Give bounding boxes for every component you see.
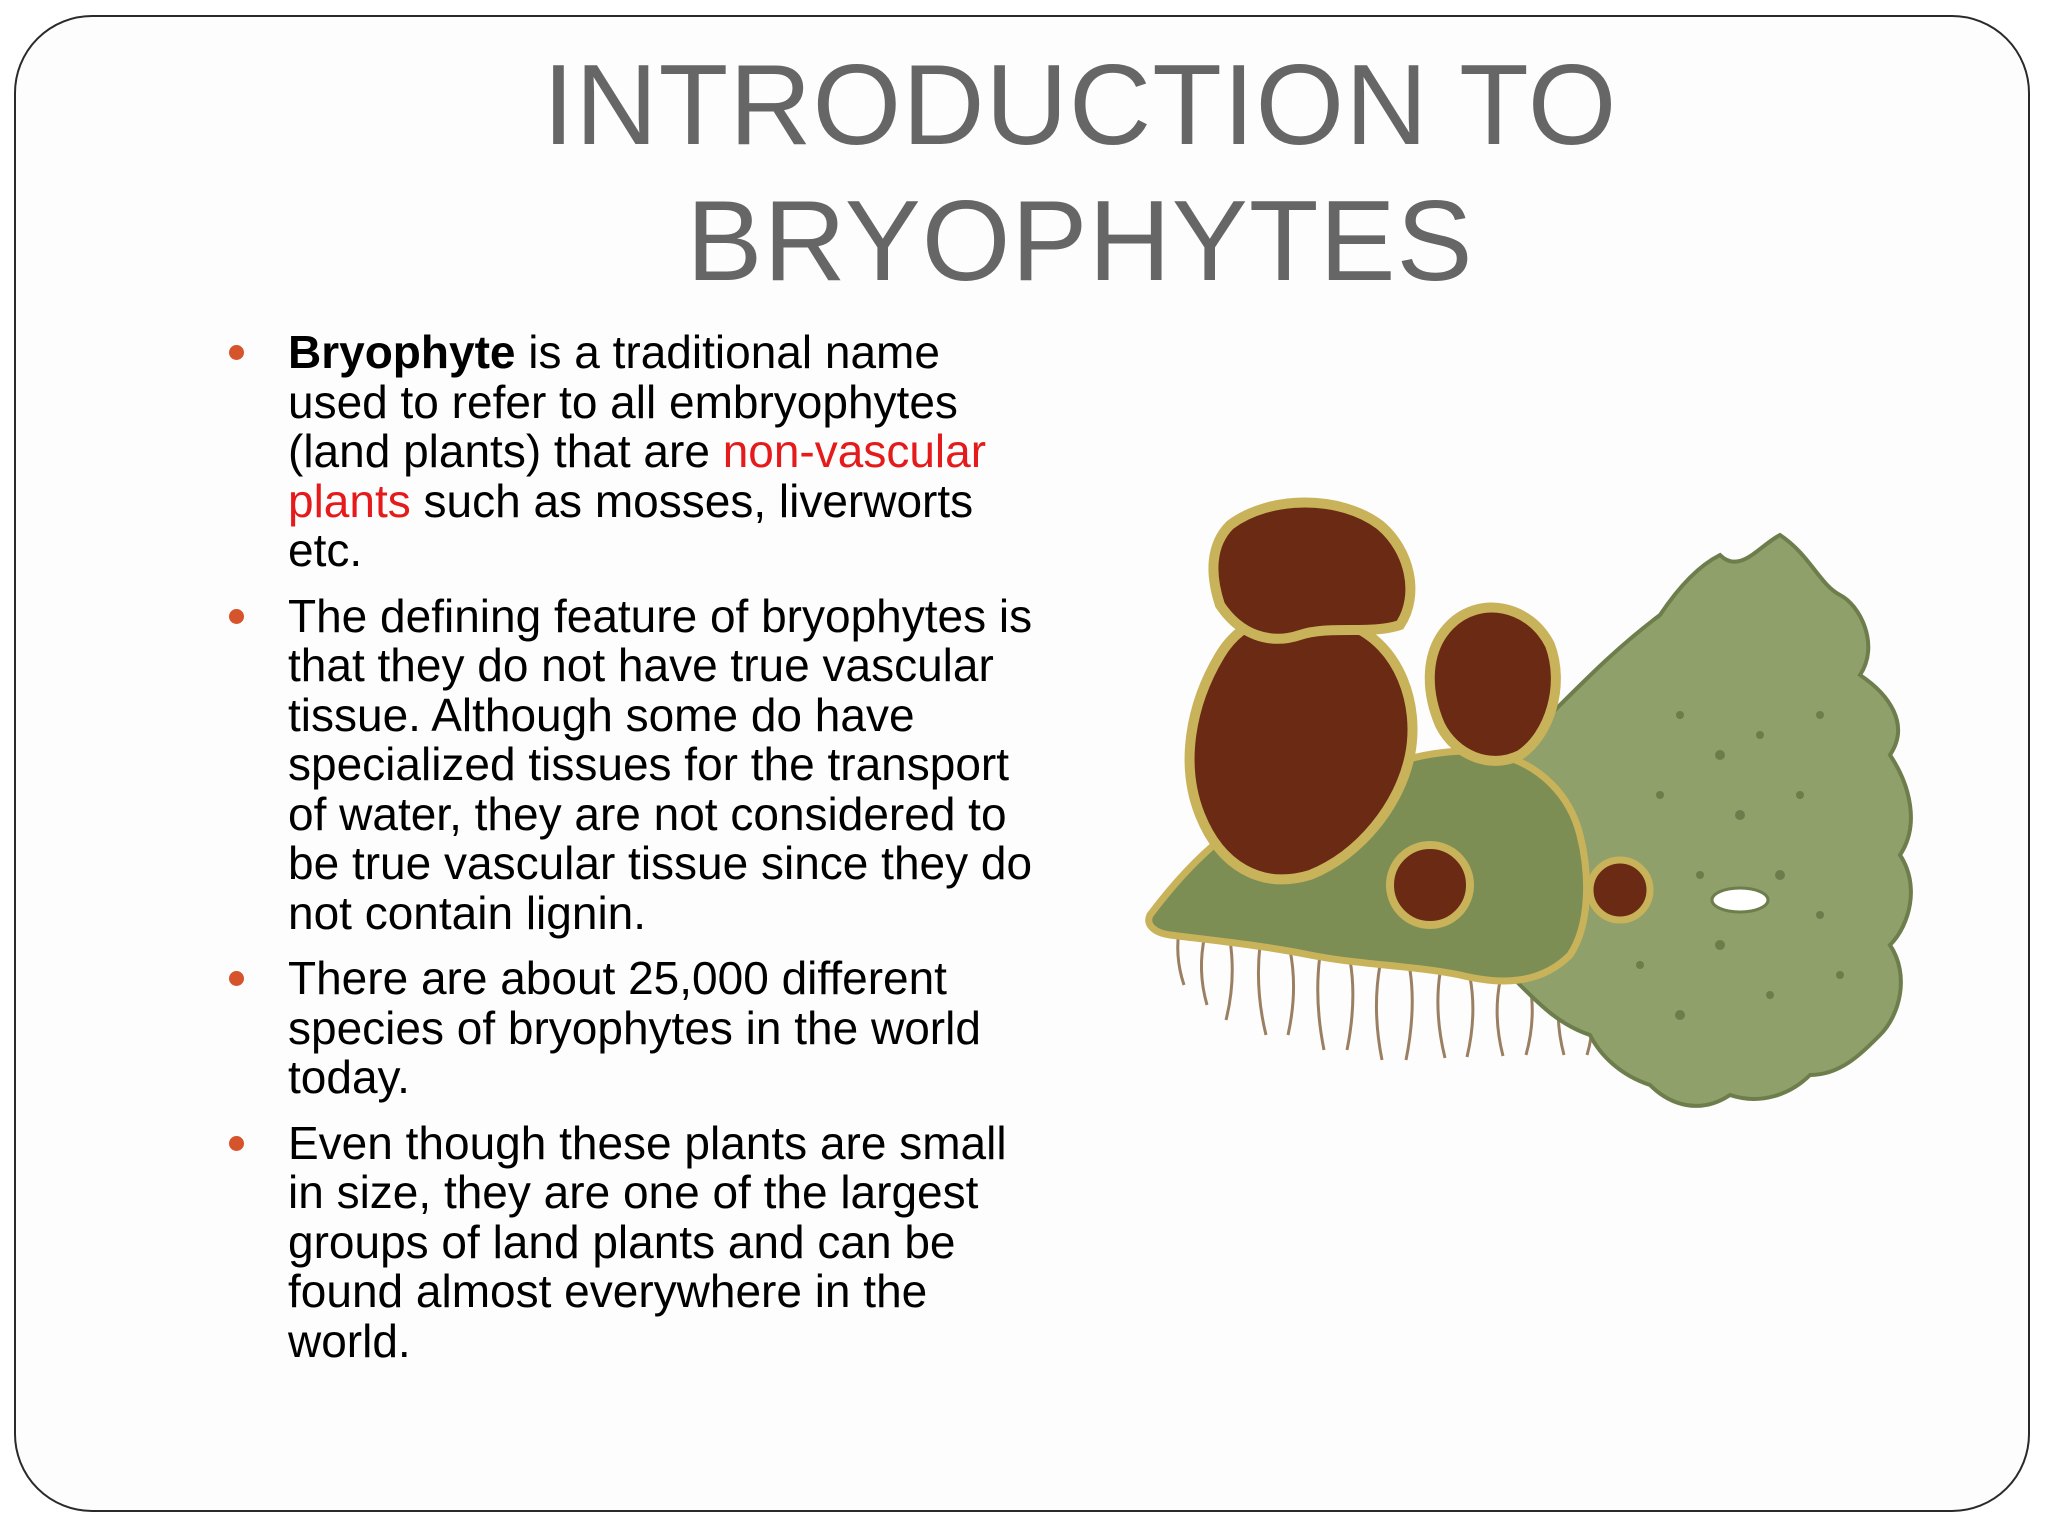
liverwort-illustration <box>1120 495 1960 1315</box>
bullet-marker-icon <box>229 609 244 624</box>
highlighted-term: non-vascular plants <box>288 425 987 527</box>
bullet-item <box>224 589 1044 939</box>
bullet-text <box>288 328 1044 576</box>
bullet-marker-icon <box>229 971 244 986</box>
slide-title-line-1: INTRODUCTION TO <box>542 42 1618 169</box>
bullet-text: The defining feature of bryophytes is that they do not have true vascular tissue. Although some do have specialized tissues for the transport of water, they are not considered to be true vascular tissue since they do not contain lignin. <box>288 589 1033 939</box>
bullet-item <box>224 954 1044 1103</box>
bold-term: Bryophyte <box>288 326 516 378</box>
liverwort-thallus-icon <box>1120 495 1960 1315</box>
bullet-text-part: such as mosses, liverworts etc. <box>288 474 974 576</box>
bullet-item <box>224 1116 1044 1367</box>
bullet-text-part: is a traditional name used to refer to all embryophytes (land plants) that are <box>288 326 958 477</box>
bullet-text: Even though these plants are small in size, they are one of the largest groups of land plants and can be found almost everywhere in the world. <box>288 1116 1007 1367</box>
bullet-list <box>224 328 1044 1382</box>
slide-title-line-2: BRYOPHYTES <box>686 178 1474 305</box>
bullet-item <box>224 328 1044 576</box>
bullet-marker-icon <box>229 345 244 360</box>
bullet-text: There are about 25,000 different species of bryophytes in the world today. <box>288 952 981 1103</box>
slide-title <box>500 38 1660 310</box>
bullet-marker-icon <box>229 1136 244 1151</box>
